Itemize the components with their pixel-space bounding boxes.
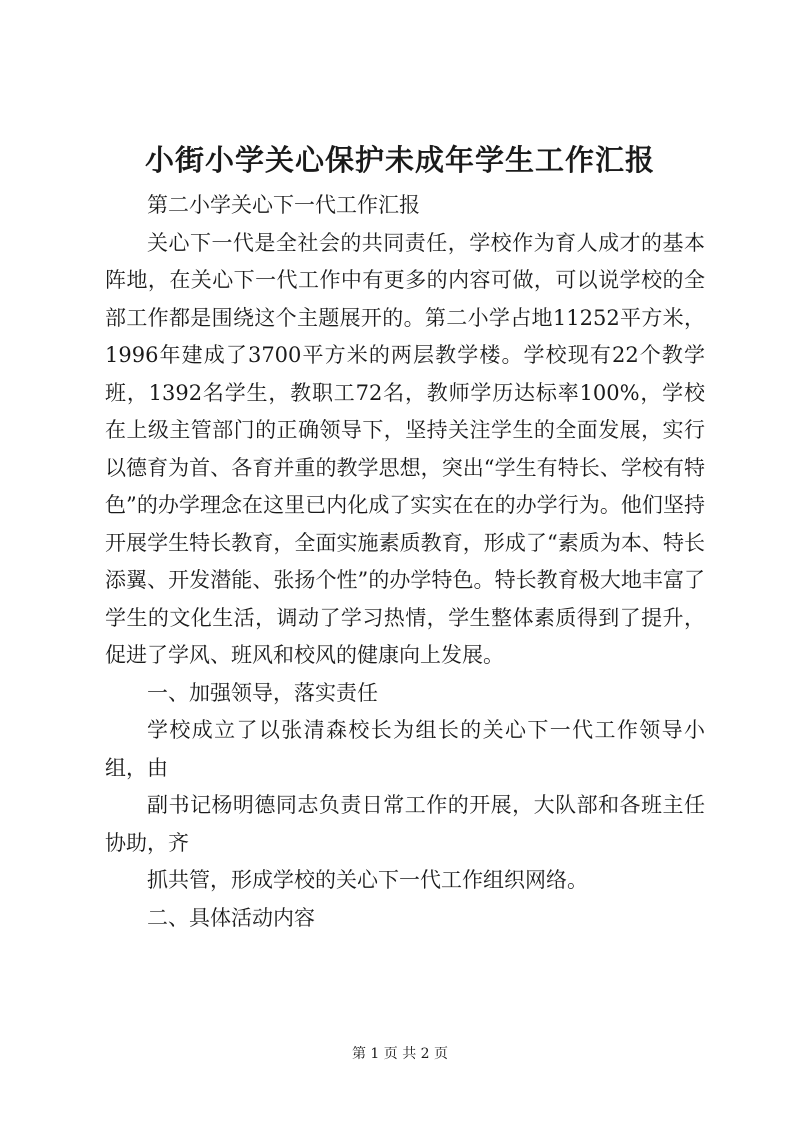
body-paragraph: 抓共管，形成学校的关心下一代工作组织网络。 <box>147 868 588 892</box>
subtitle-paragraph: 第二小学关心下一代工作汇报 <box>147 193 420 217</box>
section-heading-2: 二、具体活动内容 <box>147 905 315 930</box>
body-paragraph: 学校成立了以张清森校长为组长的关心下一代工作领导小组，由 <box>105 718 705 780</box>
section-heading-1: 一、加强领导，落实责任 <box>147 680 378 705</box>
page-number-footer: 第 1 页 共 2 页 <box>351 1046 449 1062</box>
document-title: 小街小学关心保护未成年学生工作汇报 <box>144 143 655 177</box>
intro-paragraph: 关心下一代是全社会的共同责任，学校作为育人成才的基本阵地，在关心下一代工作中有更多的内容可做，可以说学校的全部工作都是围绕这个主题展开的。第二小学占地11252平方米，1996年建成了3700平方米的两层教学楼。学校现有22个教学班，1392名学生，教职工72名，教师学历达标率100%，学校在上级主管部门的正确领导下，坚持关注学生的全面发展，实行以德育为首、各育并重的教学思想，突出“学生有特长、学校有特色”的办学理念在这里已内化成了实实在在的办学行为。他们坚持开展学生特长教育，全面实施素质教育，形成了“素质为本、特长添翼、开发潜能、张扬个性”的办学特色。特长教育极大地丰富了学生的文化生活，调动了学习热情，学生整体素质得到了提升，促进了学风、班风和校风的健康向上发展。 <box>105 230 705 667</box>
document-body <box>105 187 705 937</box>
body-paragraph: 副书记杨明德同志负责日常工作的开展，大队部和各班主任协助，齐 <box>105 793 705 855</box>
